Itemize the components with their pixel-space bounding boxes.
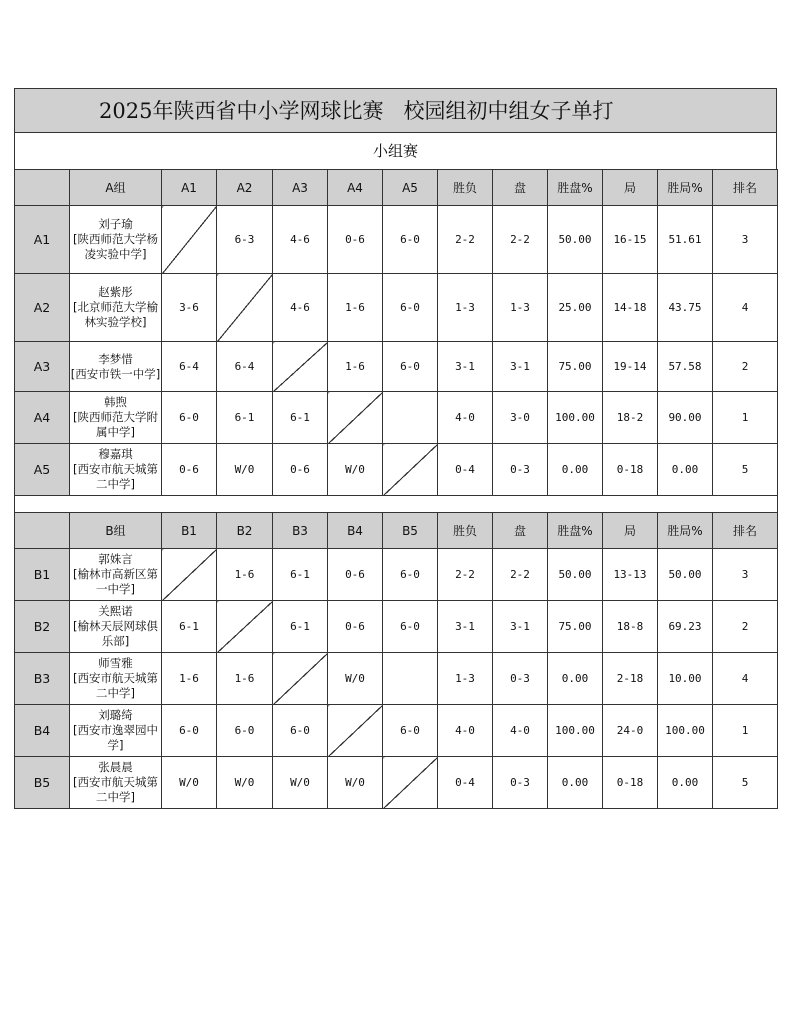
player-school: [榆林天辰网球俱乐部] <box>73 619 158 648</box>
seed-label: B5 <box>15 757 70 809</box>
table-row <box>15 653 778 705</box>
games: 13-13 <box>603 549 658 601</box>
match-result: 6-0 <box>383 549 438 601</box>
rank: 2 <box>713 601 778 653</box>
sets: 3-0 <box>493 392 548 444</box>
sets: 0-3 <box>493 757 548 809</box>
rank: 3 <box>713 549 778 601</box>
match-result: 6-4 <box>217 342 273 392</box>
match-result: 0-6 <box>162 444 217 496</box>
column-header: A4 <box>328 170 383 206</box>
win-loss: 0-4 <box>438 757 493 809</box>
stage-subtitle: 小组赛 <box>14 132 777 169</box>
player-school: [西安市航天城第二中学] <box>73 462 158 491</box>
sets: 0-3 <box>493 444 548 496</box>
match-result: 6-4 <box>162 342 217 392</box>
game-percent: 50.00 <box>658 549 713 601</box>
player-cell <box>70 653 162 705</box>
win-loss: 4-0 <box>438 705 493 757</box>
player-cell <box>70 601 162 653</box>
game-percent: 100.00 <box>658 705 713 757</box>
self-match-cell <box>383 757 438 809</box>
match-result: 6-0 <box>162 392 217 444</box>
games: 14-18 <box>603 274 658 342</box>
self-match-cell <box>383 444 438 496</box>
self-match-cell <box>273 342 328 392</box>
table-row <box>15 757 778 809</box>
column-header: 胜局% <box>658 170 713 206</box>
table-row <box>15 444 778 496</box>
match-result: 1-6 <box>328 342 383 392</box>
self-match-cell <box>217 274 273 342</box>
win-loss: 2-2 <box>438 549 493 601</box>
games: 18-8 <box>603 601 658 653</box>
games: 0-18 <box>603 444 658 496</box>
game-percent: 43.75 <box>658 274 713 342</box>
player-school: [西安市逸翠园中学] <box>73 723 158 752</box>
set-percent: 25.00 <box>548 274 603 342</box>
sets: 2-2 <box>493 206 548 274</box>
game-percent: 0.00 <box>658 444 713 496</box>
match-result: 6-0 <box>162 705 217 757</box>
column-header: 盘 <box>493 513 548 549</box>
match-result: 6-1 <box>273 601 328 653</box>
match-result: 6-0 <box>383 342 438 392</box>
seed-label: A5 <box>15 444 70 496</box>
sets: 1-3 <box>493 274 548 342</box>
match-result: 1-6 <box>217 653 273 705</box>
set-percent: 0.00 <box>548 444 603 496</box>
match-result <box>383 392 438 444</box>
page-title: 2025年陕西省中小学网球比赛 校园组初中组女子单打 <box>14 88 777 132</box>
player-school: [西安市铁一中学] <box>70 366 161 381</box>
match-result: 6-1 <box>217 392 273 444</box>
player-school: [陕西师范大学杨凌实验中学] <box>73 232 158 261</box>
game-percent: 90.00 <box>658 392 713 444</box>
table-row <box>15 392 778 444</box>
column-header: 排名 <box>713 170 778 206</box>
column-header: B1 <box>162 513 217 549</box>
match-result: 1-6 <box>217 549 273 601</box>
match-result: 6-0 <box>273 705 328 757</box>
rank: 1 <box>713 705 778 757</box>
match-result: W/0 <box>217 444 273 496</box>
match-result: 6-1 <box>273 549 328 601</box>
table-row <box>15 206 778 274</box>
column-header: A2 <box>217 170 273 206</box>
win-loss: 4-0 <box>438 392 493 444</box>
self-match-cell <box>217 601 273 653</box>
column-header: 胜负 <box>438 513 493 549</box>
set-percent: 50.00 <box>548 206 603 274</box>
seed-label: B4 <box>15 705 70 757</box>
table-row <box>15 549 778 601</box>
match-result: W/0 <box>328 444 383 496</box>
column-header: B2 <box>217 513 273 549</box>
match-result: W/0 <box>217 757 273 809</box>
match-result: 6-0 <box>383 601 438 653</box>
match-result: 3-6 <box>162 274 217 342</box>
column-header: A3 <box>273 170 328 206</box>
column-header: B5 <box>383 513 438 549</box>
sets: 3-1 <box>493 601 548 653</box>
group-label: B组 <box>70 513 162 549</box>
sets: 3-1 <box>493 342 548 392</box>
player-name: 师雪雅 <box>98 656 133 670</box>
player-cell <box>70 444 162 496</box>
match-result <box>383 653 438 705</box>
games: 16-15 <box>603 206 658 274</box>
self-match-cell <box>273 653 328 705</box>
sets: 2-2 <box>493 549 548 601</box>
match-result: 4-6 <box>273 206 328 274</box>
game-percent: 69.23 <box>658 601 713 653</box>
games: 0-18 <box>603 757 658 809</box>
set-percent: 0.00 <box>548 757 603 809</box>
game-percent: 51.61 <box>658 206 713 274</box>
column-header: A1 <box>162 170 217 206</box>
column-header: 胜局% <box>658 513 713 549</box>
match-result: 6-0 <box>383 705 438 757</box>
games: 2-18 <box>603 653 658 705</box>
table-row <box>15 274 778 342</box>
column-header: 胜盘% <box>548 513 603 549</box>
player-cell <box>70 342 162 392</box>
match-result: 0-6 <box>328 206 383 274</box>
seed-label: B2 <box>15 601 70 653</box>
match-result: 6-0 <box>217 705 273 757</box>
player-school: [西安市航天城第二中学] <box>73 775 158 804</box>
games: 18-2 <box>603 392 658 444</box>
match-result: 0-6 <box>273 444 328 496</box>
player-name: 刘璐绮 <box>98 708 133 722</box>
table-row <box>15 601 778 653</box>
self-match-cell <box>328 705 383 757</box>
column-header: 局 <box>603 513 658 549</box>
seed-label: A2 <box>15 274 70 342</box>
player-cell <box>70 705 162 757</box>
rank: 5 <box>713 757 778 809</box>
set-percent: 50.00 <box>548 549 603 601</box>
game-percent: 57.58 <box>658 342 713 392</box>
sets: 0-3 <box>493 653 548 705</box>
player-name: 赵紫彤 <box>98 285 133 299</box>
header-corner <box>15 513 70 549</box>
match-result: 0-6 <box>328 549 383 601</box>
match-result: 0-6 <box>328 601 383 653</box>
match-result: 6-3 <box>217 206 273 274</box>
seed-label: B3 <box>15 653 70 705</box>
match-result: W/0 <box>273 757 328 809</box>
self-match-cell <box>162 206 217 274</box>
win-loss: 1-3 <box>438 653 493 705</box>
table-row <box>15 342 778 392</box>
seed-label: B1 <box>15 549 70 601</box>
player-cell <box>70 206 162 274</box>
games: 24-0 <box>603 705 658 757</box>
win-loss: 3-1 <box>438 601 493 653</box>
match-result: 1-6 <box>162 653 217 705</box>
player-name: 李梦惜 <box>98 351 133 366</box>
rank: 2 <box>713 342 778 392</box>
self-match-cell <box>328 392 383 444</box>
header-corner <box>15 170 70 206</box>
group-label: A组 <box>70 170 162 206</box>
win-loss: 0-4 <box>438 444 493 496</box>
player-name: 穆嘉琪 <box>98 447 133 461</box>
rank: 5 <box>713 444 778 496</box>
column-header: 盘 <box>493 170 548 206</box>
player-name: 郭姝言 <box>98 552 133 566</box>
player-cell <box>70 757 162 809</box>
player-cell <box>70 274 162 342</box>
rank: 3 <box>713 206 778 274</box>
game-percent: 10.00 <box>658 653 713 705</box>
player-cell <box>70 549 162 601</box>
results-table <box>14 169 778 809</box>
column-header: 胜盘% <box>548 170 603 206</box>
match-result: W/0 <box>328 757 383 809</box>
match-result: W/0 <box>328 653 383 705</box>
set-percent: 75.00 <box>548 342 603 392</box>
match-result: 6-1 <box>162 601 217 653</box>
set-percent: 100.00 <box>548 705 603 757</box>
separator-cell <box>15 496 778 513</box>
group-separator <box>15 496 778 513</box>
self-match-cell <box>162 549 217 601</box>
games: 19-14 <box>603 342 658 392</box>
win-loss: 3-1 <box>438 342 493 392</box>
player-cell <box>70 392 162 444</box>
player-school: [陕西师范大学附属中学] <box>73 410 158 439</box>
set-percent: 75.00 <box>548 601 603 653</box>
column-header: A5 <box>383 170 438 206</box>
match-result: 6-0 <box>383 206 438 274</box>
match-result: 1-6 <box>328 274 383 342</box>
player-name: 张晨晨 <box>98 760 133 774</box>
set-percent: 100.00 <box>548 392 603 444</box>
match-result: W/0 <box>162 757 217 809</box>
player-school: [榆林市高新区第一中学] <box>73 567 158 596</box>
column-header: 排名 <box>713 513 778 549</box>
match-result: 6-1 <box>273 392 328 444</box>
match-result: 6-0 <box>383 274 438 342</box>
player-name: 韩煦 <box>104 395 127 409</box>
column-header: 胜负 <box>438 170 493 206</box>
rank: 4 <box>713 274 778 342</box>
bracket-sheet <box>14 88 777 809</box>
game-percent: 0.00 <box>658 757 713 809</box>
sets: 4-0 <box>493 705 548 757</box>
table-row <box>15 705 778 757</box>
win-loss: 1-3 <box>438 274 493 342</box>
player-school: [北京师范大学榆林实验学校] <box>73 300 158 329</box>
rank: 4 <box>713 653 778 705</box>
seed-label: A1 <box>15 206 70 274</box>
column-header: B4 <box>328 513 383 549</box>
group-header-row <box>15 170 778 206</box>
column-header: 局 <box>603 170 658 206</box>
match-result: 4-6 <box>273 274 328 342</box>
column-header: B3 <box>273 513 328 549</box>
player-school: [西安市航天城第二中学] <box>73 671 158 700</box>
player-name: 关熙诺 <box>98 604 133 618</box>
group-header-row <box>15 513 778 549</box>
seed-label: A4 <box>15 392 70 444</box>
set-percent: 0.00 <box>548 653 603 705</box>
win-loss: 2-2 <box>438 206 493 274</box>
player-name: 刘子瑜 <box>98 217 133 231</box>
rank: 1 <box>713 392 778 444</box>
seed-label: A3 <box>15 342 70 392</box>
